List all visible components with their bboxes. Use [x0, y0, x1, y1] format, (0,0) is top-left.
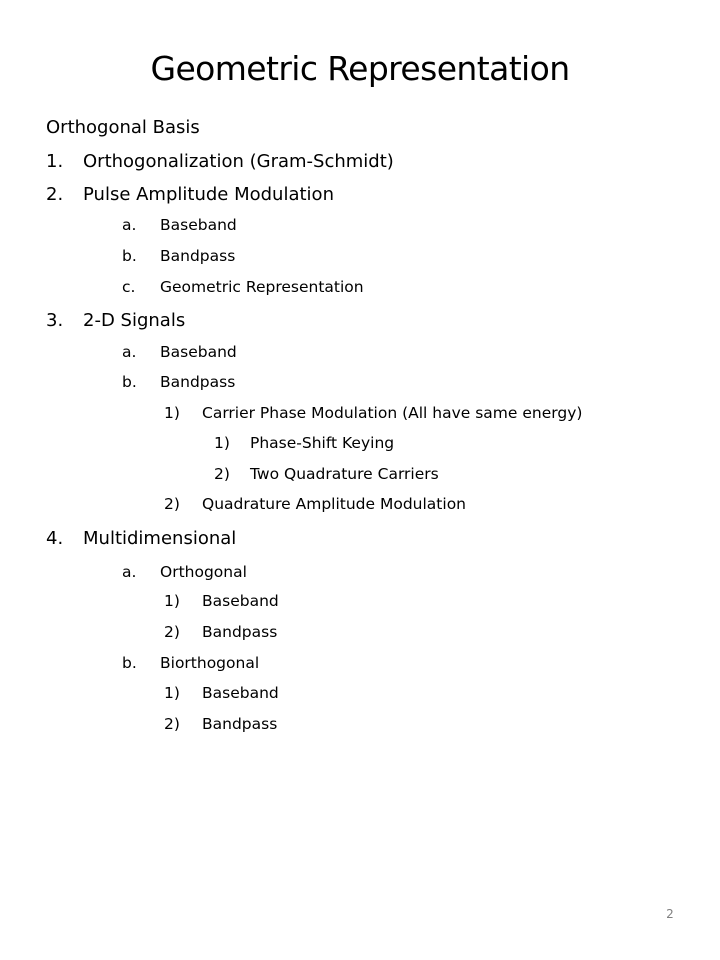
slide-title: Geometric Representation	[150, 49, 570, 88]
outline-item-text: Pulse Amplitude Modulation	[83, 184, 334, 205]
outline-item	[122, 371, 235, 393]
outline-item-marker: 2)	[164, 715, 180, 733]
outline-item-marker: 1)	[164, 684, 180, 702]
outline-item-text: Baseband	[202, 684, 279, 702]
outline-item-text: Bandpass	[160, 247, 236, 265]
outline-item	[46, 309, 185, 333]
outline-item	[46, 183, 334, 207]
outline-item	[46, 116, 200, 140]
outline-item-marker: 1)	[214, 434, 230, 452]
outline-item-marker: 1.	[46, 151, 64, 172]
outline-item	[122, 341, 237, 363]
outline-item-text: Baseband	[202, 592, 279, 610]
outline-item-text: Bandpass	[160, 373, 236, 391]
outline-item	[164, 402, 582, 424]
outline-item	[122, 245, 235, 267]
outline-item-marker: b.	[122, 654, 137, 672]
outline-item-marker: c.	[122, 278, 136, 296]
outline-item-text: 2-D Signals	[83, 310, 186, 331]
outline-item-text: Bandpass	[202, 623, 278, 641]
outline-item	[214, 463, 439, 485]
outline-item-marker: 2)	[164, 495, 180, 513]
outline-item	[122, 276, 364, 298]
outline-item-text: Multidimensional	[83, 528, 237, 549]
outline-item	[122, 561, 247, 583]
outline-item	[122, 652, 259, 674]
page-number: 2	[666, 907, 674, 921]
outline-item	[46, 527, 236, 551]
outline-item	[164, 590, 279, 612]
outline-item	[164, 682, 279, 704]
outline-item-text: Two Quadrature Carriers	[250, 465, 439, 483]
outline-item-marker: 2)	[214, 465, 230, 483]
outline-item-text: Bandpass	[202, 715, 278, 733]
outline-item-marker: 1)	[164, 592, 180, 610]
outline-item-marker: 2.	[46, 184, 64, 205]
outline-item-marker: b.	[122, 247, 137, 265]
outline-item	[122, 214, 237, 236]
outline-item-marker: 2)	[164, 623, 180, 641]
outline-item-text: Baseband	[160, 343, 237, 361]
outline-item-marker: 1)	[164, 404, 180, 422]
outline-item	[164, 493, 466, 515]
outline-item-text: Geometric Representation	[160, 278, 364, 296]
outline-item-text: Orthogonalization (Gram-Schmidt)	[83, 151, 394, 172]
outline-item-marker: 3.	[46, 310, 64, 331]
outline-item-text: Phase-Shift Keying	[250, 434, 395, 452]
outline-item	[214, 432, 394, 454]
outline-item-marker: 4.	[46, 528, 64, 549]
outline-item-text: Orthogonal Basis	[46, 117, 200, 138]
outline-item-marker: a.	[122, 343, 137, 361]
outline-item-marker: b.	[122, 373, 137, 391]
outline-item-text: Quadrature Amplitude Modulation	[202, 495, 466, 513]
outline-item	[46, 150, 394, 174]
outline-item-marker: a.	[122, 563, 137, 581]
outline-item-text: Biorthogonal	[160, 654, 260, 672]
outline-item-text: Orthogonal	[160, 563, 247, 581]
outline-item-text: Baseband	[160, 216, 237, 234]
outline-item-text: Carrier Phase Modulation (All have same energy)	[202, 404, 583, 422]
outline-item	[164, 621, 277, 643]
outline-item-marker: a.	[122, 216, 137, 234]
outline-item	[164, 713, 277, 735]
